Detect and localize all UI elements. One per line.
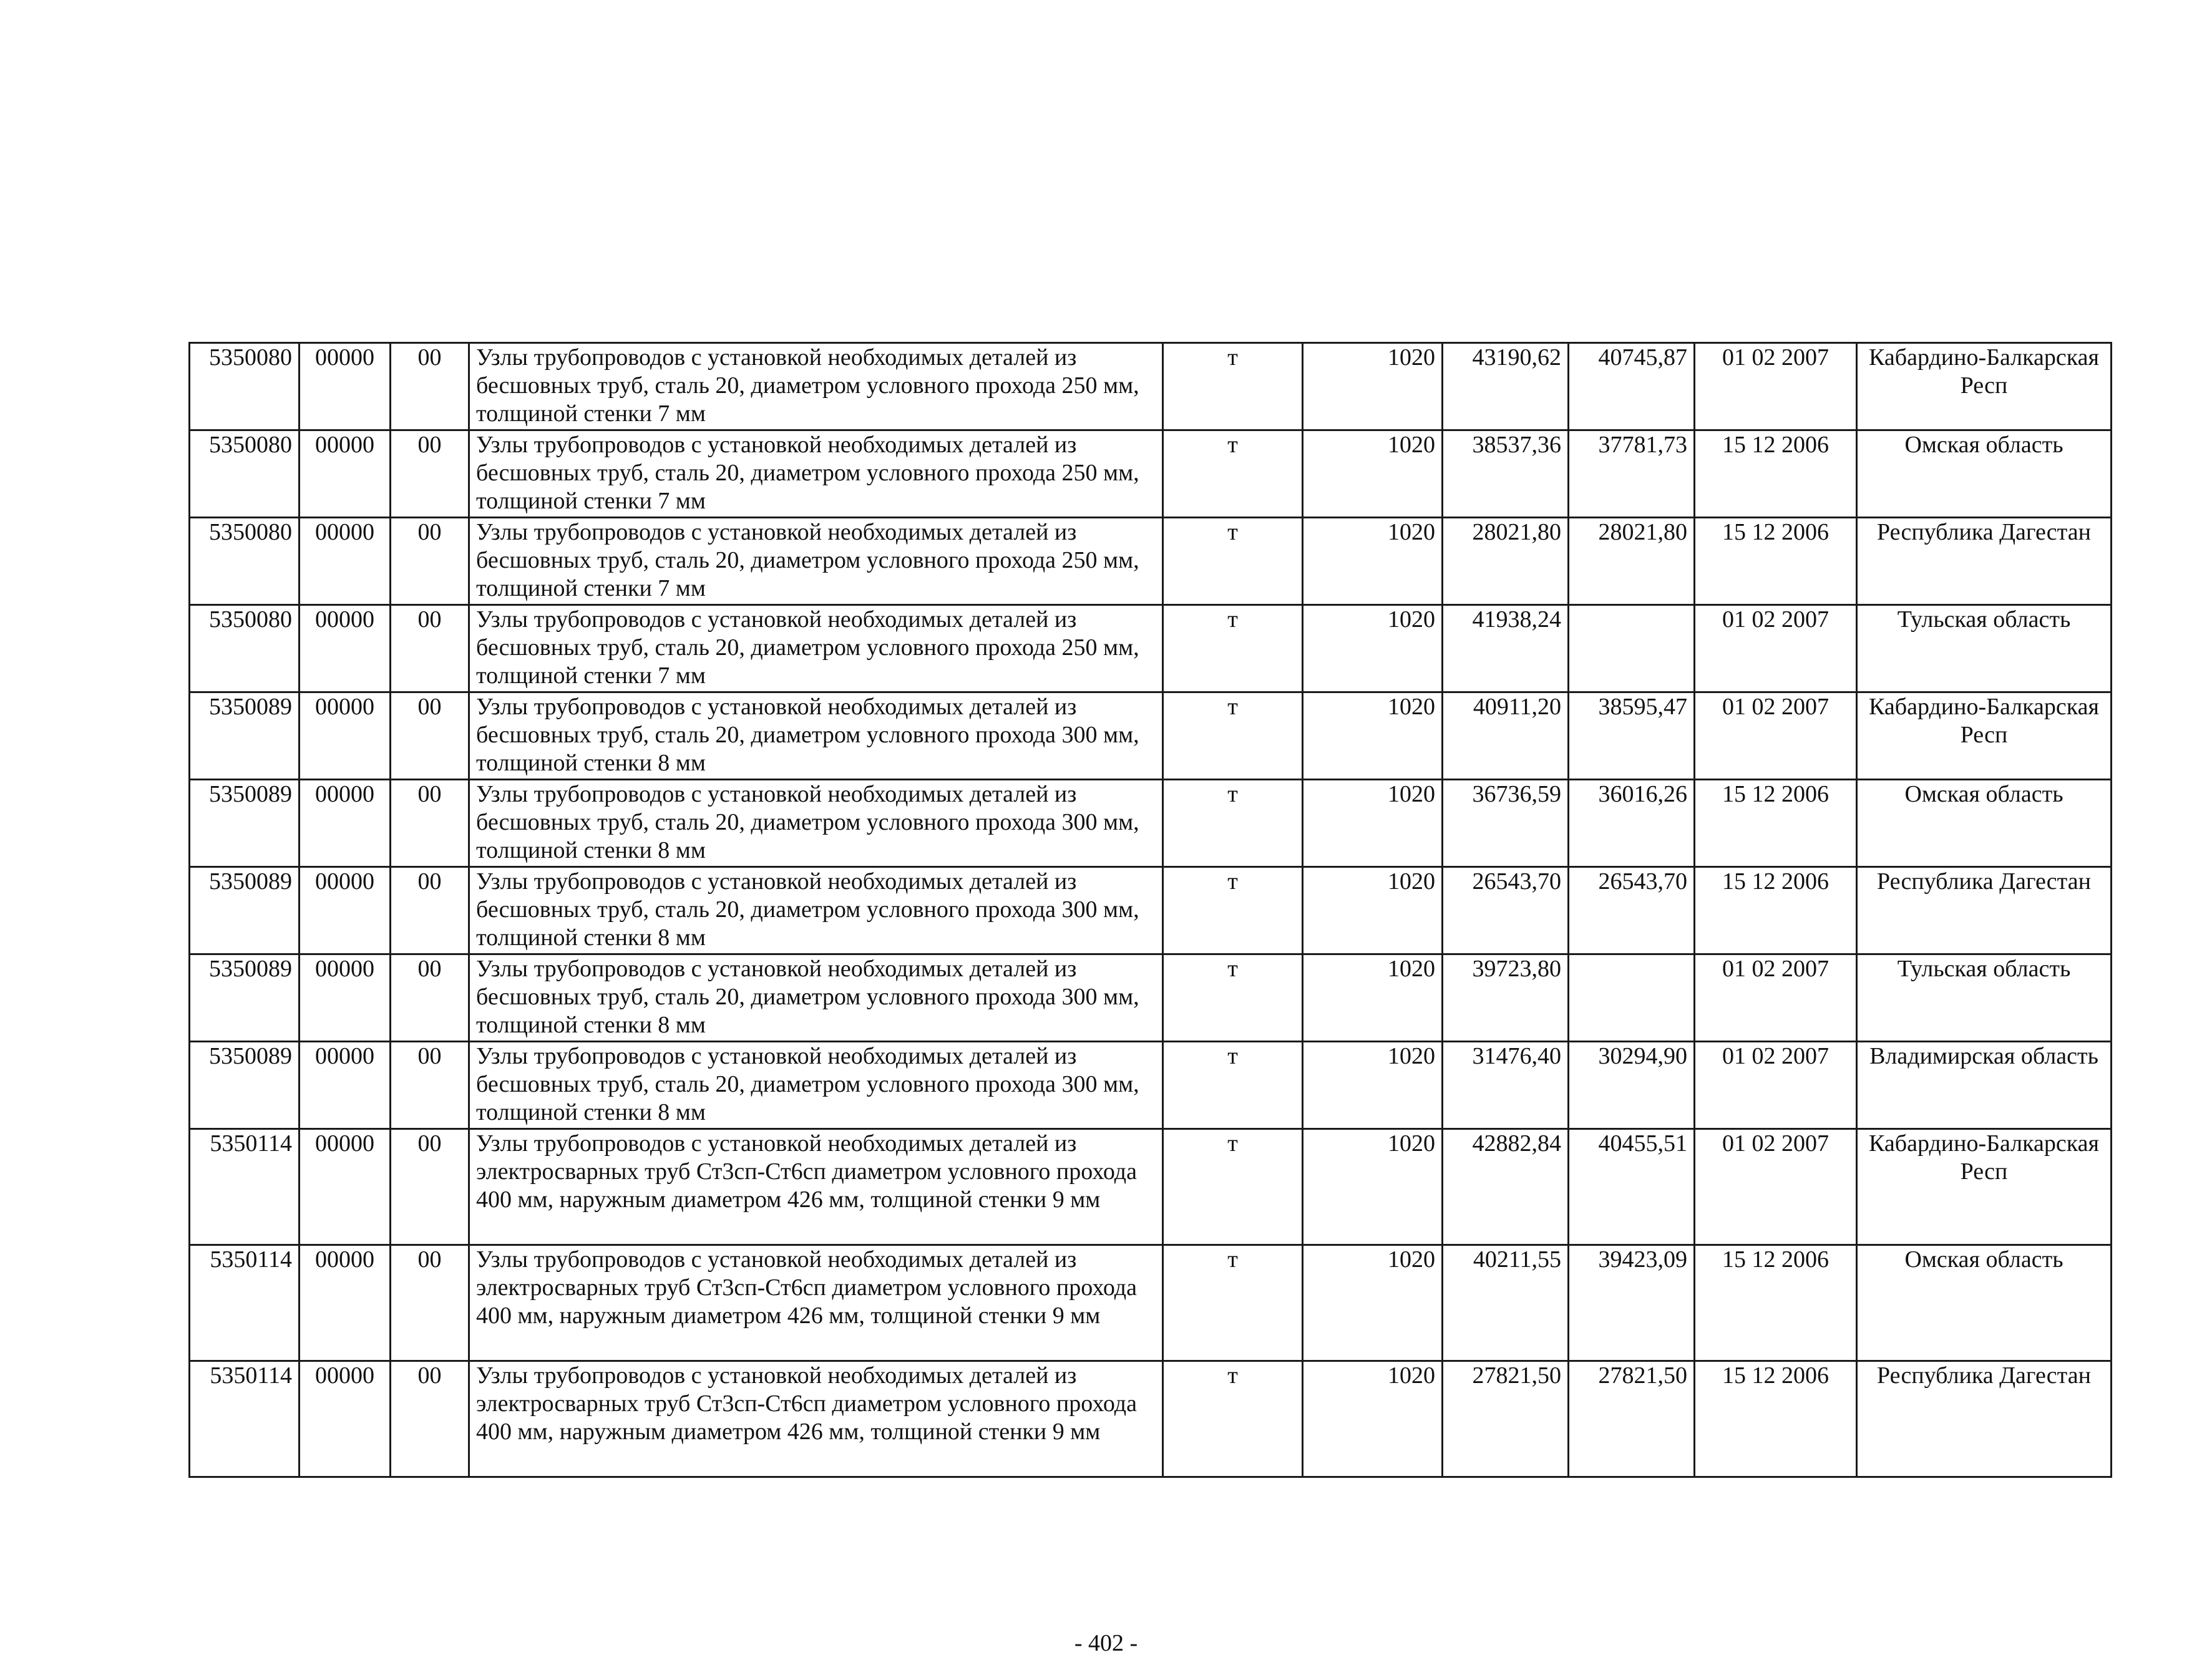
- date-cell: 01 02 2007: [1695, 1042, 1857, 1129]
- description-cell: Узлы трубопроводов с установкой необходимых деталей из бесшовных труб, сталь 20, диаметром условного прохода 250 мм, толщиной стенки 7 мм: [469, 518, 1163, 605]
- old-price-cell: 37781,73: [1569, 430, 1695, 518]
- unit-cell: т: [1163, 1129, 1303, 1245]
- subcode-cell: 00000: [300, 780, 391, 867]
- unit-cell: т: [1163, 1245, 1303, 1361]
- subcode-cell: 00000: [300, 954, 391, 1042]
- description-cell: Узлы трубопроводов с установкой необходимых деталей из бесшовных труб, сталь 20, диаметром условного прохода 300 мм, толщиной стенки 8 мм: [469, 780, 1163, 867]
- unit-cell: т: [1163, 430, 1303, 518]
- old-price-cell: 30294,90: [1569, 1042, 1695, 1129]
- table-row: [190, 867, 2112, 954]
- unit-cell: т: [1163, 1042, 1303, 1129]
- table-row: [190, 780, 2112, 867]
- region-cell: Омская область: [1857, 1245, 2112, 1361]
- table-row: [190, 343, 2112, 430]
- subcode-cell: 00000: [300, 1245, 391, 1361]
- unit-cell: т: [1163, 1361, 1303, 1477]
- table-row: [190, 1245, 2112, 1361]
- unit-cell: т: [1163, 518, 1303, 605]
- subcode-cell: 00000: [300, 1129, 391, 1245]
- code-cell: 5350089: [190, 1042, 300, 1129]
- quantity-cell: 1020: [1303, 518, 1443, 605]
- type-cell: 00: [391, 518, 469, 605]
- quantity-cell: 1020: [1303, 1245, 1443, 1361]
- table-row: [190, 518, 2112, 605]
- region-cell: Республика Дагестан: [1857, 518, 2112, 605]
- code-cell: 5350114: [190, 1361, 300, 1477]
- date-cell: 01 02 2007: [1695, 692, 1857, 780]
- old-price-cell: 36016,26: [1569, 780, 1695, 867]
- region-cell: Тульская область: [1857, 954, 2112, 1042]
- old-price-cell: 38595,47: [1569, 692, 1695, 780]
- date-cell: 15 12 2006: [1695, 430, 1857, 518]
- price-table: [188, 342, 2112, 1478]
- subcode-cell: 00000: [300, 867, 391, 954]
- type-cell: 00: [391, 343, 469, 430]
- old-price-cell: 27821,50: [1569, 1361, 1695, 1477]
- date-cell: 15 12 2006: [1695, 518, 1857, 605]
- region-cell: Республика Дагестан: [1857, 1361, 2112, 1477]
- quantity-cell: 1020: [1303, 343, 1443, 430]
- quantity-cell: 1020: [1303, 605, 1443, 692]
- date-cell: 01 02 2007: [1695, 343, 1857, 430]
- date-cell: 15 12 2006: [1695, 1361, 1857, 1477]
- unit-cell: т: [1163, 692, 1303, 780]
- code-cell: 5350080: [190, 343, 300, 430]
- quantity-cell: 1020: [1303, 954, 1443, 1042]
- code-cell: 5350089: [190, 692, 300, 780]
- quantity-cell: 1020: [1303, 692, 1443, 780]
- quantity-cell: 1020: [1303, 1042, 1443, 1129]
- subcode-cell: 00000: [300, 1042, 391, 1129]
- code-cell: 5350080: [190, 605, 300, 692]
- subcode-cell: 00000: [300, 343, 391, 430]
- type-cell: 00: [391, 1129, 469, 1245]
- old-price-cell: 26543,70: [1569, 867, 1695, 954]
- price-cell: 42882,84: [1443, 1129, 1569, 1245]
- price-cell: 27821,50: [1443, 1361, 1569, 1477]
- old-price-cell: 28021,80: [1569, 518, 1695, 605]
- unit-cell: т: [1163, 954, 1303, 1042]
- price-cell: 31476,40: [1443, 1042, 1569, 1129]
- unit-cell: т: [1163, 780, 1303, 867]
- quantity-cell: 1020: [1303, 1361, 1443, 1477]
- type-cell: 00: [391, 1042, 469, 1129]
- description-cell: Узлы трубопроводов с установкой необходимых деталей из бесшовных труб, сталь 20, диаметром условного прохода 300 мм, толщиной стенки 8 мм: [469, 692, 1163, 780]
- description-cell: Узлы трубопроводов с установкой необходимых деталей из бесшовных труб, сталь 20, диаметром условного прохода 250 мм, толщиной стенки 7 мм: [469, 343, 1163, 430]
- price-cell: 39723,80: [1443, 954, 1569, 1042]
- region-cell: Кабардино-Балкарская Респ: [1857, 343, 2112, 430]
- page-number: - 402 -: [1074, 1630, 1138, 1656]
- table-row: [190, 605, 2112, 692]
- date-cell: 01 02 2007: [1695, 605, 1857, 692]
- quantity-cell: 1020: [1303, 1129, 1443, 1245]
- region-cell: Омская область: [1857, 780, 2112, 867]
- code-cell: 5350089: [190, 867, 300, 954]
- table-body: [190, 343, 2112, 1477]
- subcode-cell: 00000: [300, 605, 391, 692]
- description-cell: Узлы трубопроводов с установкой необходимых деталей из бесшовных труб, сталь 20, диаметром условного прохода 300 мм, толщиной стенки 8 мм: [469, 867, 1163, 954]
- type-cell: 00: [391, 954, 469, 1042]
- old-price-cell: 40745,87: [1569, 343, 1695, 430]
- description-cell: Узлы трубопроводов с установкой необходимых деталей из бесшовных труб, сталь 20, диаметром условного прохода 250 мм, толщиной стенки 7 мм: [469, 605, 1163, 692]
- region-cell: Тульская область: [1857, 605, 2112, 692]
- price-cell: 41938,24: [1443, 605, 1569, 692]
- unit-cell: т: [1163, 605, 1303, 692]
- region-cell: Республика Дагестан: [1857, 867, 2112, 954]
- quantity-cell: 1020: [1303, 780, 1443, 867]
- region-cell: Омская область: [1857, 430, 2112, 518]
- price-cell: 43190,62: [1443, 343, 1569, 430]
- old-price-cell: [1569, 954, 1695, 1042]
- region-cell: Кабардино-Балкарская Респ: [1857, 692, 2112, 780]
- date-cell: 01 02 2007: [1695, 954, 1857, 1042]
- table-row: [190, 954, 2112, 1042]
- old-price-cell: 40455,51: [1569, 1129, 1695, 1245]
- subcode-cell: 00000: [300, 430, 391, 518]
- table-row: [190, 1042, 2112, 1129]
- price-cell: 26543,70: [1443, 867, 1569, 954]
- price-cell: 40211,55: [1443, 1245, 1569, 1361]
- code-cell: 5350114: [190, 1245, 300, 1361]
- description-cell: Узлы трубопроводов с установкой необходимых деталей из электросварных труб Ст3сп-Ст6сп диаметром условного прохода 400 мм, наружным диаметром 426 мм, толщиной стенки 9 мм: [469, 1129, 1163, 1245]
- quantity-cell: 1020: [1303, 867, 1443, 954]
- description-cell: Узлы трубопроводов с установкой необходимых деталей из бесшовных труб, сталь 20, диаметром условного прохода 300 мм, толщиной стенки 8 мм: [469, 954, 1163, 1042]
- unit-cell: т: [1163, 867, 1303, 954]
- region-cell: Кабардино-Балкарская Респ: [1857, 1129, 2112, 1245]
- code-cell: 5350080: [190, 430, 300, 518]
- type-cell: 00: [391, 430, 469, 518]
- code-cell: 5350089: [190, 954, 300, 1042]
- unit-cell: т: [1163, 343, 1303, 430]
- price-cell: 36736,59: [1443, 780, 1569, 867]
- table-row: [190, 430, 2112, 518]
- type-cell: 00: [391, 1361, 469, 1477]
- type-cell: 00: [391, 692, 469, 780]
- type-cell: 00: [391, 1245, 469, 1361]
- old-price-cell: [1569, 605, 1695, 692]
- description-cell: Узлы трубопроводов с установкой необходимых деталей из электросварных труб Ст3сп-Ст6сп диаметром условного прохода 400 мм, наружным диаметром 426 мм, толщиной стенки 9 мм: [469, 1245, 1163, 1361]
- date-cell: 15 12 2006: [1695, 867, 1857, 954]
- subcode-cell: 00000: [300, 518, 391, 605]
- date-cell: 15 12 2006: [1695, 1245, 1857, 1361]
- quantity-cell: 1020: [1303, 430, 1443, 518]
- table-row: [190, 1129, 2112, 1245]
- price-cell: 38537,36: [1443, 430, 1569, 518]
- date-cell: 01 02 2007: [1695, 1129, 1857, 1245]
- code-cell: 5350114: [190, 1129, 300, 1245]
- type-cell: 00: [391, 867, 469, 954]
- description-cell: Узлы трубопроводов с установкой необходимых деталей из бесшовных труб, сталь 20, диаметром условного прохода 300 мм, толщиной стенки 8 мм: [469, 1042, 1163, 1129]
- table-row: [190, 1361, 2112, 1477]
- type-cell: 00: [391, 780, 469, 867]
- code-cell: 5350080: [190, 518, 300, 605]
- subcode-cell: 00000: [300, 692, 391, 780]
- description-cell: Узлы трубопроводов с установкой необходимых деталей из бесшовных труб, сталь 20, диаметром условного прохода 250 мм, толщиной стенки 7 мм: [469, 430, 1163, 518]
- table-row: [190, 692, 2112, 780]
- subcode-cell: 00000: [300, 1361, 391, 1477]
- region-cell: Владимирская область: [1857, 1042, 2112, 1129]
- type-cell: 00: [391, 605, 469, 692]
- price-cell: 40911,20: [1443, 692, 1569, 780]
- price-cell: 28021,80: [1443, 518, 1569, 605]
- description-cell: Узлы трубопроводов с установкой необходимых деталей из электросварных труб Ст3сп-Ст6сп диаметром условного прохода 400 мм, наружным диаметром 426 мм, толщиной стенки 9 мм: [469, 1361, 1163, 1477]
- date-cell: 15 12 2006: [1695, 780, 1857, 867]
- old-price-cell: 39423,09: [1569, 1245, 1695, 1361]
- code-cell: 5350089: [190, 780, 300, 867]
